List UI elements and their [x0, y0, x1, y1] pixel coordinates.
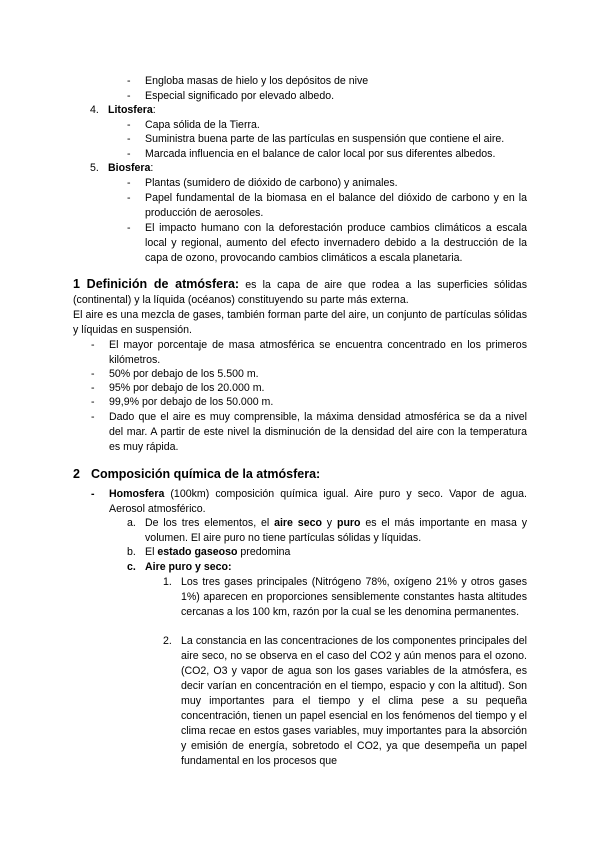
item-a-text-1: De los tres elementos, el [145, 517, 275, 529]
list-item: Capa sólida de la Tierra. [145, 119, 260, 131]
litosfera-term: Litosfera [108, 104, 153, 116]
bullet-dash: - [127, 75, 131, 87]
biosfera-heading [108, 161, 153, 176]
list-number: 2. [163, 635, 172, 647]
section1-definition-text: es la capa de aire que rodea a las superficies sólidas (continental) y la líquida (océanos) constituyendo su parte más externa. [73, 279, 527, 306]
bullet-dash: - [127, 90, 131, 102]
bullet-dash: - [91, 382, 95, 394]
list-item: 95% por debajo de los 20.000 m. [109, 382, 265, 394]
list-letter: b. [127, 546, 136, 558]
list-item: El mayor porcentaje de masa atmosférica se encuentra concentrado en los primeros kilómetros. [109, 339, 527, 366]
bullet-dash: - [127, 133, 131, 145]
biosfera-term: Biosfera [108, 162, 151, 174]
list-item: Marcada influencia en el balance de calor local por sus diferentes albedos. [145, 148, 496, 160]
bullet-dash: - [91, 339, 95, 351]
bullet-dash: - [91, 411, 95, 423]
list-item: Especial significado por elevado albedo. [145, 90, 335, 102]
list-item: Dado que el aire es muy comprensible, la máxima densidad atmosférica se da a nivel del mar. A partir de este nivel la disminución de la densidad del aire con la temperatura es muy rápida. [109, 411, 527, 453]
bullet-dash: - [127, 148, 131, 160]
homosfera-text: (100km) composición química igual. Aire puro y seco. Vapor de agua. Aerosol atmosférico. [109, 488, 527, 515]
bullet-dash: - [91, 368, 95, 380]
list-item: Plantas (sumidero de dióxido de carbono) y animales. [145, 177, 398, 189]
list-number: 1. [163, 576, 172, 588]
list-item: Suministra buena parte de las partículas en suspensión que contiene el aire. [145, 133, 505, 145]
bullet-dash: - [127, 177, 131, 189]
list-letter: c. [127, 561, 136, 573]
homosfera-term: Homosfera [109, 488, 165, 500]
item-b-text-1: El [145, 546, 158, 558]
list-item: Papel fundamental de la biomasa en el balance del dióxido de carbono y en la producción de aerosoles. [145, 192, 527, 219]
section1-paragraph: El aire es una mezcla de gases, también forman parte del aire, un conjunto de partículas sólidas y líquidas en suspensión. [73, 309, 527, 336]
bullet-dash: - [91, 396, 95, 408]
item-b [145, 545, 527, 560]
list-item: La constancia en las concentraciones de los componentes principales del aire seco, no se observa en el caso del CO2 y aún menos para el ozono. (CO2, O3 y vapor de agua son los gases variables de la atmósfera, es decir varían en concentración en el tiempo, espacio y con la altitud). Son muy importantes para el tiempo y el clima pese a su pequeña concentración, tienen un papel esencial en los fenómenos del tiempo y el clima recae en estos gases variables, muy importantes para la absorción y emisión de energía, sobretodo el CO2, ya que desempeña un papel fundamental en los procesos que [181, 635, 527, 767]
item-b-text-2: predomina [237, 546, 291, 558]
list-item: Engloba masas de hielo y los depósitos de nive [145, 75, 369, 87]
bullet-dash: - [127, 222, 131, 234]
bullet-dash: - [127, 119, 131, 131]
list-item: 50% por debajo de los 5.500 m. [109, 368, 259, 380]
list-item: Los tres gases principales (Nitrógeno 78%, oxígeno 21% y otros gases 1%) aparecen en proporciones sensiblemente constantes hasta altitudes cercanas a los 100 km, razón por la cual se les denomina permanentes. [181, 576, 527, 618]
list-number: 4. [90, 104, 99, 116]
item-a [145, 516, 527, 546]
litosfera-heading [108, 103, 156, 118]
biosfera-colon: : [150, 162, 154, 174]
homosfera-item [109, 487, 527, 517]
item-b-term: estado gaseoso [157, 546, 238, 558]
item-a-text-2: y [321, 517, 337, 529]
item-a-term-1: aire seco [274, 517, 322, 529]
list-item: 99,9% por debajo de los 50.000 m. [109, 396, 274, 408]
list-number: 5. [90, 162, 99, 174]
item-c-title: Aire puro y seco: [145, 561, 232, 573]
item-a-term-2: puro [336, 517, 361, 529]
bullet-dash: - [127, 192, 131, 204]
litosfera-colon: : [152, 104, 156, 116]
bullet-dash: - [91, 488, 95, 500]
section1-heading: 1 Definición de atmósfera: [73, 277, 240, 291]
section2-number: 2 [73, 467, 80, 481]
section1-definition [73, 277, 527, 308]
list-letter: a. [127, 517, 136, 529]
section2-heading: Composición química de la atmósfera: [91, 467, 321, 481]
item-a-text-3: es el más importante en masa y volumen. El aire puro no tiene partículas sólidas y líquidas. [145, 517, 527, 544]
list-item: El impacto humano con la deforestación produce cambios climáticos a escala local y regional, aumento del efecto invernadero debido a la destrucción de la capa de ozono, provocando cambios climáticos a escala planetaria. [145, 222, 527, 264]
